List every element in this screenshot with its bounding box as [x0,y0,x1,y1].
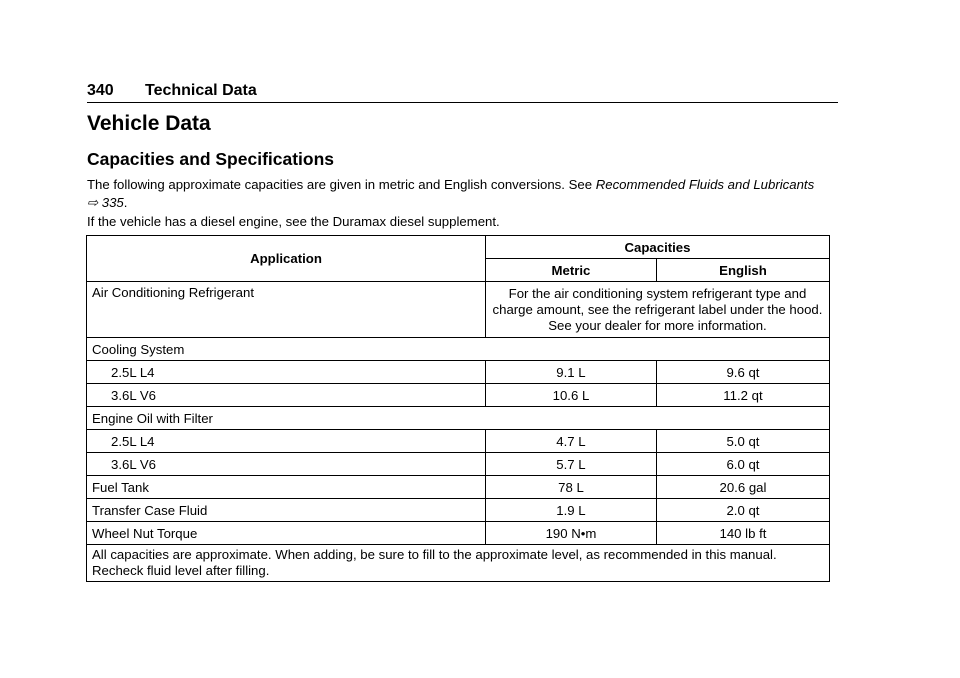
col-header-metric: Metric [485,259,656,282]
english-cell: 140 lb ft [656,522,829,545]
table-row [87,430,830,453]
header-rule [87,102,838,103]
intro-end: . [123,195,128,210]
xref-title: Recommended Fluids and Lubricants [595,177,815,192]
application-cell: Transfer Case Fluid [87,499,486,522]
metric-cell: 4.7 L [485,430,656,453]
english-cell: 6.0 qt [656,453,829,476]
table-footnote-row [87,545,830,582]
xref-arrow-icon: ⇨ [87,195,99,210]
col-header-english: English [656,259,829,282]
table-row [87,453,830,476]
engine-cell: 2.5L L4 [87,361,486,384]
page-number: 340 [87,82,114,99]
metric-cell: 10.6 L [485,384,656,407]
table-row [87,282,830,338]
group-label-cell: Cooling System [87,338,830,361]
col-header-capacities: Capacities [485,236,829,259]
english-cell: 9.6 qt [656,361,829,384]
diesel-note: If the vehicle has a diesel engine, see the Duramax diesel supplement. [87,214,500,229]
application-cell: Air Conditioning Refrigerant [87,282,486,338]
engine-cell: 3.6L V6 [87,453,486,476]
table-group-row [87,338,830,361]
table-group-row [87,407,830,430]
table-row [87,361,830,384]
english-cell: 11.2 qt [656,384,829,407]
group-label-cell: Engine Oil with Filter [87,407,830,430]
table-row [87,522,830,545]
english-cell: 5.0 qt [656,430,829,453]
capacities-table [86,235,830,582]
intro-paragraph [87,176,832,212]
xref-page: 335 [101,195,124,210]
english-cell: 2.0 qt [656,499,829,522]
engine-cell: 3.6L V6 [87,384,486,407]
table-row [87,499,830,522]
intro-text: The following approximate capacities are given in metric and English conversions. See [87,177,593,192]
running-head [87,82,257,100]
metric-cell: 5.7 L [485,453,656,476]
section-title: Technical Data [145,82,257,99]
table-row [87,476,830,499]
table-row [87,384,830,407]
col-header-application: Application [87,236,486,282]
engine-cell: 2.5L L4 [87,430,486,453]
application-cell: Fuel Tank [87,476,486,499]
english-cell: 20.6 gal [656,476,829,499]
page-heading: Vehicle Data [87,112,211,135]
metric-cell: 78 L [485,476,656,499]
ac-note-cell: For the air conditioning system refrigerant type and charge amount, see the refrigerant label under the hood. See your dealer for more information. [485,282,829,338]
section-subheading: Capacities and Specifications [87,149,335,169]
application-cell: Wheel Nut Torque [87,522,486,545]
metric-cell: 1.9 L [485,499,656,522]
footnote-cell: All capacities are approximate. When adding, be sure to fill to the approximate level, as recommended in this manual. Recheck fluid level after filling. [87,545,830,582]
metric-cell: 9.1 L [485,361,656,384]
table-header-row [87,236,830,259]
metric-cell: 190 N•m [485,522,656,545]
